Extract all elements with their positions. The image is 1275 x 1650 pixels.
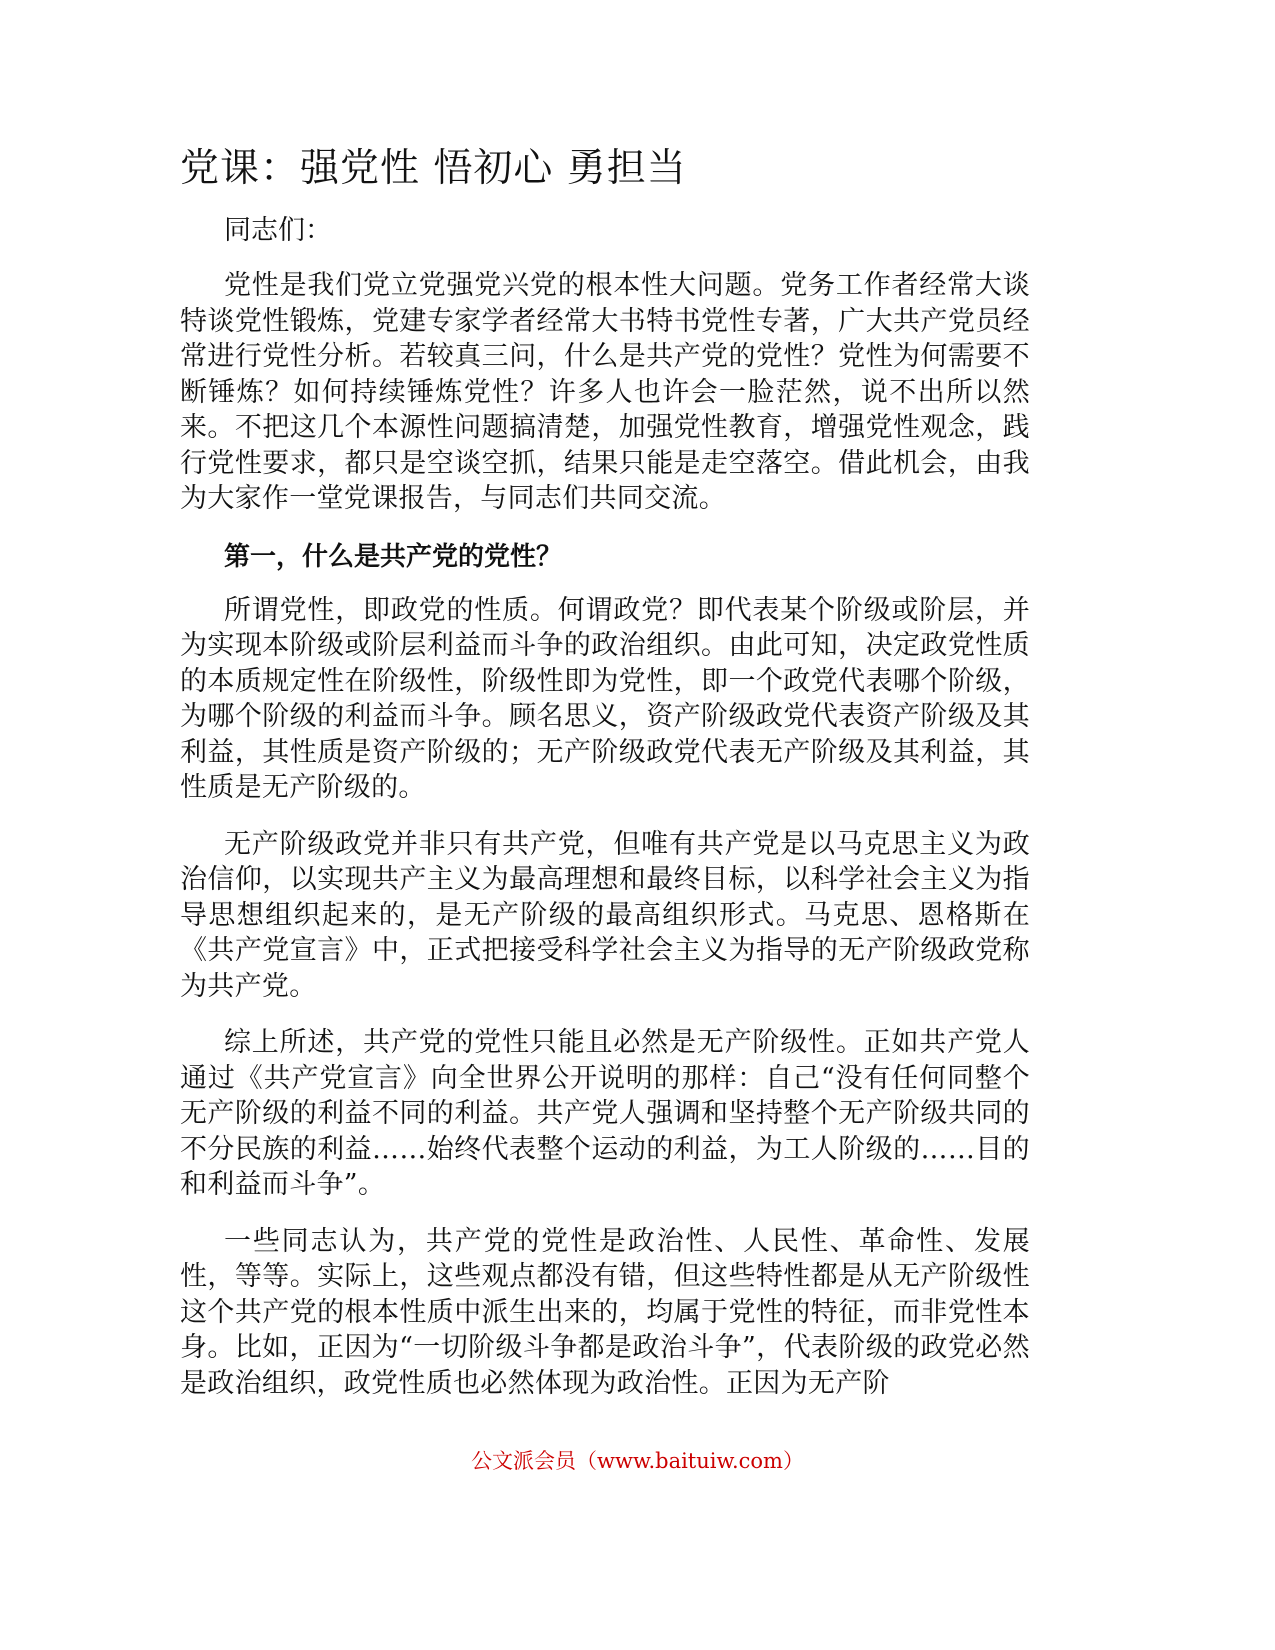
document-page	[180, 140, 1030, 1422]
intro-paragraph: 党性是我们党立党强党兴党的根本性大问题。党务工作者经常大谈特谈党性锻炼，党建专家学者经常大书特书党性专著，广大共产党员经常进行党性分析。若较真三问，什么是共产党的党性？党性为何需要不断锤炼？如何持续锤炼党性？许多人也许会一脸茫然，说不出所以然来。不把这几个本源性问题搞清楚，加强党性教育，增强党性观念，践行党性要求，都只是空谈空抓，结果只能是走空落空。借此机会，由我为大家作一堂党课报告，与同志们共同交流。	[180, 270, 1030, 514]
footer-watermark: 公文派会员（www.baituiw.com）	[471, 1449, 804, 1473]
body-paragraph-1: 所谓党性，即政党的性质。何谓政党？即代表某个阶级或阶层，并为实现本阶级或阶层利益而斗争的政治组织。由此可知，决定政党性质的本质规定性在阶级性，阶级性即为党性，即一个政党代表哪个阶级，为哪个阶级的利益而斗争。顾名思义，资产阶级政党代表资产阶级及其利益，其性质是资产阶级的；无产阶级政党代表无产阶级及其利益，其性质是无产阶级的。	[180, 594, 1030, 803]
document-title: 党课：强党性 悟初心 勇担当	[180, 146, 687, 191]
body-paragraph-4: 一些同志认为，共产党的党性是政治性、人民性、革命性、发展性，等等。实际上，这些观点都没有错，但这些特性都是从无产阶级性这个共产党的根本性质中派生出来的，均属于党性的特征，而非党性本身。比如，正因为“一切阶级斗争都是政治斗争”，代表阶级的政党必然是政治组织，政党性质也必然体现为政治性。正因为无产阶	[180, 1225, 1030, 1399]
section-heading: 第一，什么是共产党的党性？	[224, 541, 563, 572]
body-paragraph-3: 综上所述，共产党的党性只能且必然是无产阶级性。正如共产党人通过《共产党宣言》向全世界公开说明的那样：自己“没有任何同整个无产阶级的利益不同的利益。共产党人强调和坚持整个无产阶级共同的不分民族的利益……始终代表整个运动的利益，为工人阶级的……目的和利益而斗争”。	[180, 1027, 1030, 1200]
greeting: 同志们：	[224, 215, 332, 246]
body-paragraph-2: 无产阶级政党并非只有共产党，但唯有共产党是以马克思主义为政治信仰，以实现共产主义为最高理想和最终目标，以科学社会主义为指导思想组织起来的，是无产阶级的最高组织形式。马克思、恩格斯在《共产党宣言》中，正式把接受科学社会主义为指导的无产阶级政党称为共产党。	[180, 828, 1030, 1002]
